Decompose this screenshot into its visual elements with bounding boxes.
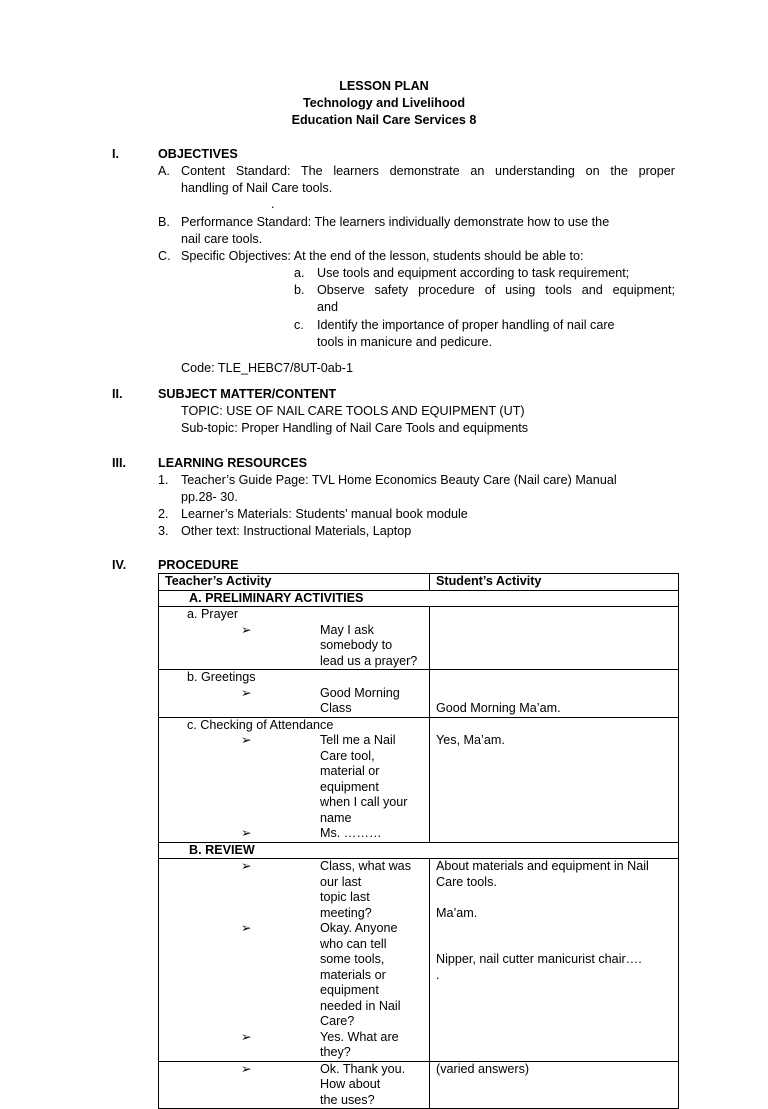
review-student-a2: Ma’am. xyxy=(436,905,478,920)
specific-objective-c-line1: Identify the importance of proper handling of nail care xyxy=(317,318,615,332)
doc-subtitle-1: Technology and Livelihood xyxy=(302,96,466,110)
table-header-row xyxy=(159,574,679,591)
table-row xyxy=(159,1061,679,1109)
col-header-teacher: Teacher’s Activity xyxy=(159,574,430,591)
competency-code: Code: TLE_HEBC7/8UT-0ab-1 xyxy=(181,361,353,375)
attendance-teacher-line3: when I call your name xyxy=(320,795,408,825)
doc-title: LESSON PLAN xyxy=(339,79,429,93)
uses-student-line: (varied answers) xyxy=(430,1061,679,1109)
section-num-resources: III. xyxy=(112,456,126,470)
attendance-student-line: Yes, Ma’am. xyxy=(436,733,505,747)
review-student-a1-line2: Care tools. xyxy=(436,874,497,889)
bullet-arrow-icon: ➢ xyxy=(241,921,252,935)
bullet-arrow-icon: ➢ xyxy=(241,733,252,747)
resource-item-1-line1: Teacher’s Guide Page: TVL Home Economics Beauty Care (Nail care) Manual xyxy=(181,473,617,487)
preliminary-activities-heading: A. PRELIMINARY ACTIVITIES xyxy=(159,590,679,607)
review-student-a1-line1: About materials and equipment in Nail xyxy=(436,859,649,873)
student-cell-review xyxy=(430,859,679,1062)
review-heading: B. REVIEW xyxy=(159,842,679,859)
resource-item-2: Learner’s Materials: Students’ manual book module xyxy=(181,507,468,521)
doc-subtitle-2: Education Nail Care Services 8 xyxy=(291,113,477,127)
performance-standard-line2: nail care tools. xyxy=(181,232,263,246)
col-header-student: Student’s Activity xyxy=(430,574,679,591)
review-teacher-q2-line2: some tools, materials or xyxy=(320,952,386,982)
specific-objective-b-line2: and xyxy=(317,300,339,314)
review-teacher-q2-line3: equipment needed in Nail xyxy=(320,983,401,1013)
specific-objective-a: Use tools and equipment according to task requirement; xyxy=(317,266,630,280)
list-number: 3. xyxy=(158,524,169,538)
content-standard-line2: handling of Nail Care tools. xyxy=(181,181,333,195)
teacher-cell-uses xyxy=(159,1061,430,1109)
greetings-student-line: Good Morning Ma’am. xyxy=(430,670,679,718)
teacher-cell-review xyxy=(159,859,430,1062)
attendance-label: c. Checking of Attendance xyxy=(187,717,334,732)
section-num-subject: II. xyxy=(112,387,123,401)
resource-item-3: Other text: Instructional Materials, Laptop xyxy=(181,524,412,538)
list-label: B. xyxy=(158,215,170,229)
table-row xyxy=(159,842,679,859)
specific-objectives-line: Specific Objectives: At the end of the lesson, students should be able to: xyxy=(181,249,584,263)
table-row xyxy=(159,859,679,1062)
table-row xyxy=(159,607,679,670)
teacher-cell-greetings xyxy=(159,670,430,718)
prayer-teacher-line1: May I ask somebody to xyxy=(320,622,393,652)
list-number: 1. xyxy=(158,473,169,487)
student-cell-attendance xyxy=(430,717,679,842)
review-teacher-q1-line1: Class, what was our last xyxy=(320,859,411,889)
table-row xyxy=(159,670,679,718)
specific-objective-c-line2: tools in manicure and pedicure. xyxy=(317,335,493,349)
review-teacher-q3: Yes. What are they? xyxy=(320,1029,399,1059)
attendance-teacher-line4: Ms. ……… xyxy=(320,826,382,840)
performance-standard-line1: Performance Standard: The learners individually demonstrate how to use the xyxy=(181,215,610,229)
bullet-arrow-icon: ➢ xyxy=(241,859,252,873)
bullet-arrow-icon: ➢ xyxy=(241,685,252,700)
subtopic-line: Sub-topic: Proper Handling of Nail Care Tools and equipments xyxy=(181,421,528,435)
stray-dot: . xyxy=(271,197,275,211)
uses-teacher-line2: the uses? xyxy=(320,1092,375,1107)
list-label: C. xyxy=(158,249,171,263)
prayer-label: a. Prayer xyxy=(187,607,239,621)
list-number: 2. xyxy=(158,507,169,521)
bullet-arrow-icon: ➢ xyxy=(241,1029,252,1044)
teacher-cell-prayer xyxy=(159,607,430,670)
topic-line: TOPIC: USE OF NAIL CARE TOOLS AND EQUIPMENT (UT) xyxy=(181,404,525,418)
student-cell-prayer xyxy=(430,607,679,670)
sub-list-label: c. xyxy=(294,318,304,332)
sub-list-label: b. xyxy=(294,283,305,297)
section-heading-procedure: PROCEDURE xyxy=(158,558,239,572)
attendance-teacher-line2: material or equipment xyxy=(320,764,380,794)
table-row xyxy=(159,590,679,607)
section-heading-objectives: OBJECTIVES xyxy=(158,147,238,161)
section-num-procedure: IV. xyxy=(112,558,127,572)
table-row xyxy=(159,717,679,842)
uses-teacher-line1: Ok. Thank you. How about xyxy=(320,1061,406,1091)
section-heading-resources: LEARNING RESOURCES xyxy=(158,456,308,470)
sub-list-label: a. xyxy=(294,266,305,280)
bullet-arrow-icon: ➢ xyxy=(241,1061,252,1076)
section-num-objectives: I. xyxy=(112,147,119,161)
list-label: A. xyxy=(158,164,170,178)
teacher-cell-attendance xyxy=(159,717,430,842)
content-standard-line1: Content Standard: The learners demonstrate an understanding on the proper xyxy=(181,164,675,178)
specific-objective-b-line1: Observe safety procedure of using tools and equipment; xyxy=(317,283,675,297)
greetings-label: b. Greetings xyxy=(187,670,256,684)
review-teacher-q2-line1: Okay. Anyone who can tell xyxy=(320,921,398,951)
bullet-arrow-icon: ➢ xyxy=(241,826,252,840)
review-teacher-q1-line2: topic last meeting? xyxy=(320,890,372,920)
review-teacher-q2-line4: Care? xyxy=(320,1014,355,1028)
bullet-arrow-icon: ➢ xyxy=(241,622,252,637)
prayer-teacher-line2: lead us a prayer? xyxy=(320,653,418,668)
review-student-a3-line2: . xyxy=(436,967,440,982)
procedure-table xyxy=(158,573,679,1109)
resource-item-1-line2: pp.28- 30. xyxy=(181,490,238,504)
greetings-teacher-line: Good Morning Class xyxy=(320,685,400,715)
review-student-a3-line1: Nipper, nail cutter manicurist chair…. xyxy=(436,952,642,966)
section-heading-subject: SUBJECT MATTER/CONTENT xyxy=(158,387,337,401)
attendance-teacher-line1: Tell me a Nail Care tool, xyxy=(320,733,396,763)
